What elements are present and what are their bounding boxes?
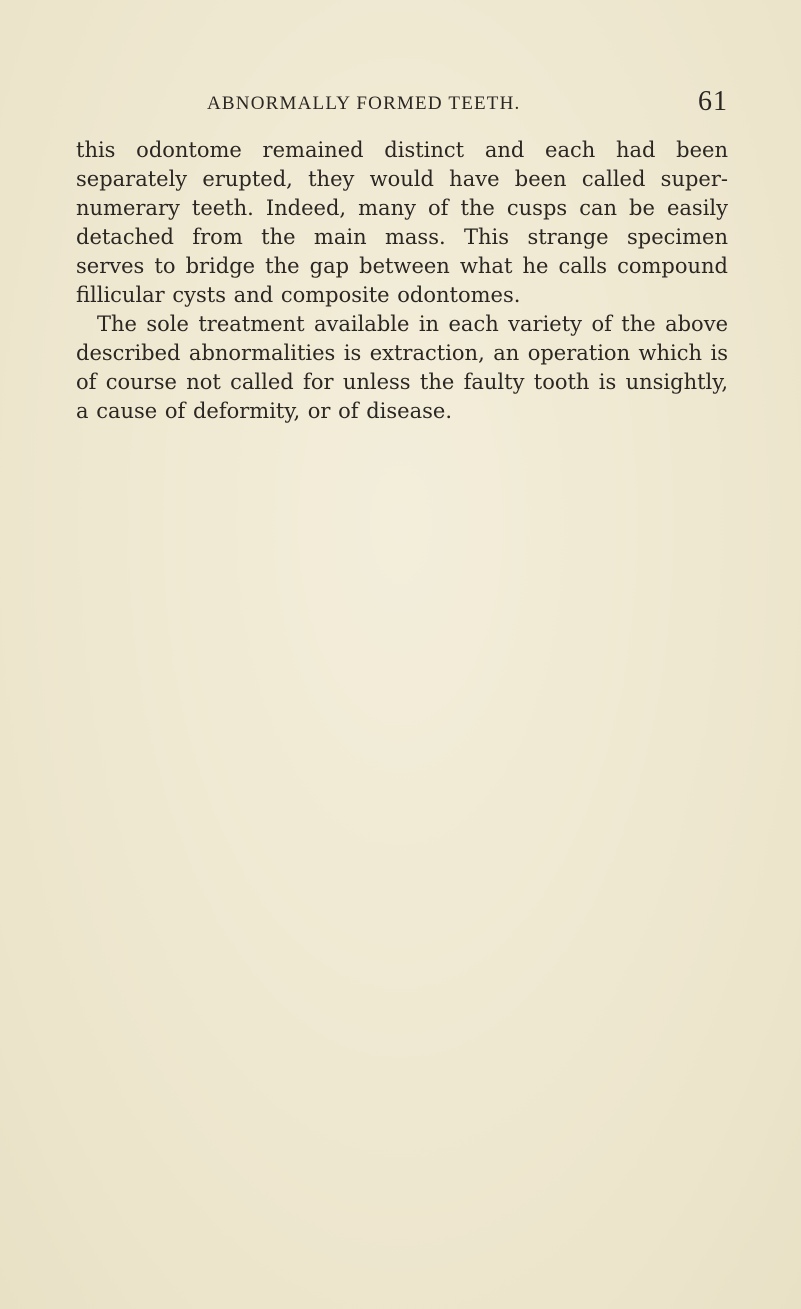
- page-number: 61: [698, 86, 728, 117]
- running-title: ABNORMALLY FORMED TEETH.: [207, 93, 521, 114]
- paragraph-continuation: this odontome remained distinct and each had been separately erupted, they would have been called super-numerary teeth. Indeed, many of the cusps can be easily detached from the main mass. This strange specimen serves to bridge the gap between what he calls compound fillicular cysts and composite odontomes.: [76, 138, 728, 307]
- paragraph-treatment: The sole treatment available in each variety of the above described abnormalities is extraction, an operation which is of course not called for unless the faulty tooth is unsightly, a cause of deformity, or of disease.: [76, 312, 728, 423]
- running-head: [76, 86, 728, 126]
- body-text: [76, 136, 728, 426]
